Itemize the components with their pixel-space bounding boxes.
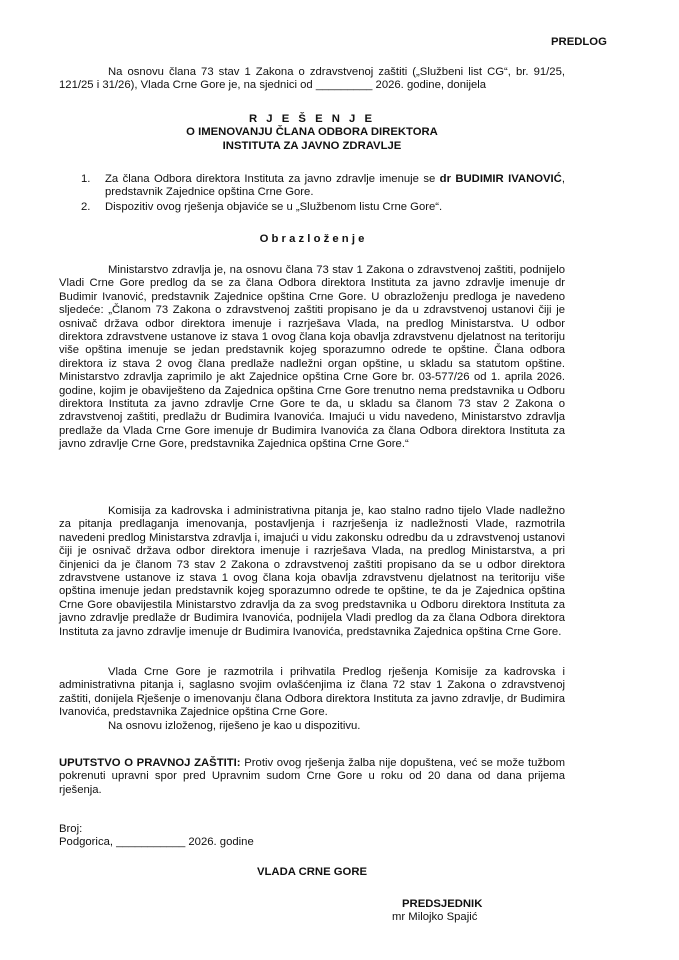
reference-number: Broj: [59, 823, 83, 835]
document-title [59, 113, 565, 153]
reasoning-paragraph-1: Ministarstvo zdravlja je, na osnovu člana 73 stav 1 Zakona o zdravstvenoj zaštiti, podnijelo Vladi Crne Gore predlog da se za člana Odbora direktora Instituta za javno zdravlje imenuje dr Budimir Ivanović, predstavnik Zajednice opština Crne Gore. U obrazloženju predloga je navedeno sljedeće: „Članom 73 Zakona o zdravstvenoj zaštiti propisano je da u zdravstvenoj ustanovi čiji je osnivač država odbor direktora imenuje i razrješava Vlada, na predlog Ministarstva. U odbor direktora zdravstvene ustanove iz stava 1 ovog člana koja obavlja zdravstvenu djelatnost na teritoriju više opština imenuje se jedan predstavnik kojeg sporazumno odrede te opštine. Člana odbora direktora iz stava 2 ovog člana predlaže nadležni organ opštine, u skladu sa statutom opštine. Ministarstvo zdravlja zaprimilo je akt Zajednice opština Crne Gore br. 03-577/26 od 1. aprila 2026. godine, kojim je obaviješteno da Zajednica opština Crne Gore trenutno nema predstavnika u Odboru direktora Instituta za javno zdravlje Crne Gore te da, u skladu sa članom 73 stav 2 Zakona o zdravstvenoj zaštiti, predlažu dr Budimira Ivanovića. Imajući u vidu navedeno, Ministarstvo zdravlja predlaže da Vlada Crne Gore imenuje dr Budimira Ivanovića za člana Odbora direktora Instituta za javno zdravlje Crne Gore, predstavnika Zajednica opština Crne Gore.“ [59, 264, 565, 451]
reasoning-heading: O b r a z l o ž e n j e [259, 233, 365, 245]
legal-remedy [59, 757, 565, 797]
president-name: mr Milojko Spajić [392, 911, 478, 923]
reasoning-paragraph-4: Na osnovu izloženog, riješeno je kao u dispozitivu. [108, 720, 361, 732]
preamble: Na osnovu člana 73 stav 1 Zakona o zdravstvenoj zaštiti („Službeni list CG“, br. 91/25, 121/25 i 31/26), Vlada Crne Gore je, na sjednici od _________ 2026. godine, donijela [59, 66, 565, 92]
title-line-1: R J E Š E N J E [249, 113, 375, 125]
disposition-item-1: 1. Za člana Odbora direktora Instituta za javno zdravlje imenuje se dr BUDIMIR IVANOVIĆ, predstavnik Zajednice opština Crne Gore. [81, 173, 565, 199]
president-title: PREDSJEDNIK [402, 898, 483, 910]
legal-remedy-label: UPUTSTVO O PRAVNOJ ZAŠTITI: [59, 757, 241, 769]
place-and-date: Podgorica, ___________ 2026. godine [59, 836, 254, 848]
disposition-list [81, 173, 565, 214]
reasoning-paragraph-2: Komisija za kadrovska i administrativna pitanja je, kao stalno radno tijelo Vlade nadležno za pitanja predlaganja imenovanja, postavljenja i razrješenja iz nadležnosti Vlade, razmotrila navedeni predlog Ministarstva zdravlja i, imajući u vidu zakonsku odredbu da u zdravstvenoj ustanovi čiji je osnivač država odbor direktora imenuje i razrješava Vlada, na predlog Ministarstva, a pri činjenici da je članom 73 stav 2 Zakona o zdravstvenoj zaštiti propisano da se u odbor direktora zdravstvene ustanove iz stava 1 ovog člana koja obavlja zdravstvenu djelatnost na teritoriju više opština imenuje jedan predstavnik kojeg sporazumno odrede te opštine, te da je Zajednica opština Crne Gore obavijestila Ministarstvo zdravlja da za svog predstavnika u Odboru direktora Instituta za javno zdravlje predlaže dr Budimira Ivanovića, podnijela Vladi predlog da za člana Odbora direktora Instituta za javno zdravlje imenuje dr Budimira Ivanovića, predstavnika Zajednica opština Crne Gore. [59, 505, 565, 638]
title-line-2: O IMENOVANJU ČLANA ODBORA DIREKTORA [186, 126, 438, 139]
title-line-3: INSTITUTA ZA JAVNO ZDRAVLJE [222, 139, 402, 152]
item-number: 1. [81, 173, 91, 185]
appointee-name: dr BUDIMIR IVANOVIĆ [439, 173, 562, 185]
reasoning-paragraph-3: Vlada Crne Gore je razmotrila i prihvatila Predlog rješenja Komisije za kadrovska i administrativna pitanja i, saglasno svojim ovlašćenjima iz člana 72 stav 1 Zakona o zdravstvenoj zaštiti, donijela Rješenje o imenovanju člana Odbora direktora Instituta za javno zdravlje, dr Budimira Ivanovića, predstavnika Zajednice opština Crne Gore. [59, 666, 565, 719]
draft-marker: PREDLOG [551, 36, 607, 48]
legal-remedy-text: Protiv ovog rješenja žalba nije dopuštena, već se može tužbom pokrenuti upravni spor pred Upravnim sudom Crne Gore u roku od 20 dana od dana prijema rješenja. [59, 757, 565, 796]
government-name: VLADA CRNE GORE [256, 866, 368, 878]
item-number: 2. [81, 200, 91, 213]
disposition-item-2: 2. Dispozitiv ovog rješenja objaviće se u „Službenom listu Crne Gore“. [81, 200, 443, 213]
